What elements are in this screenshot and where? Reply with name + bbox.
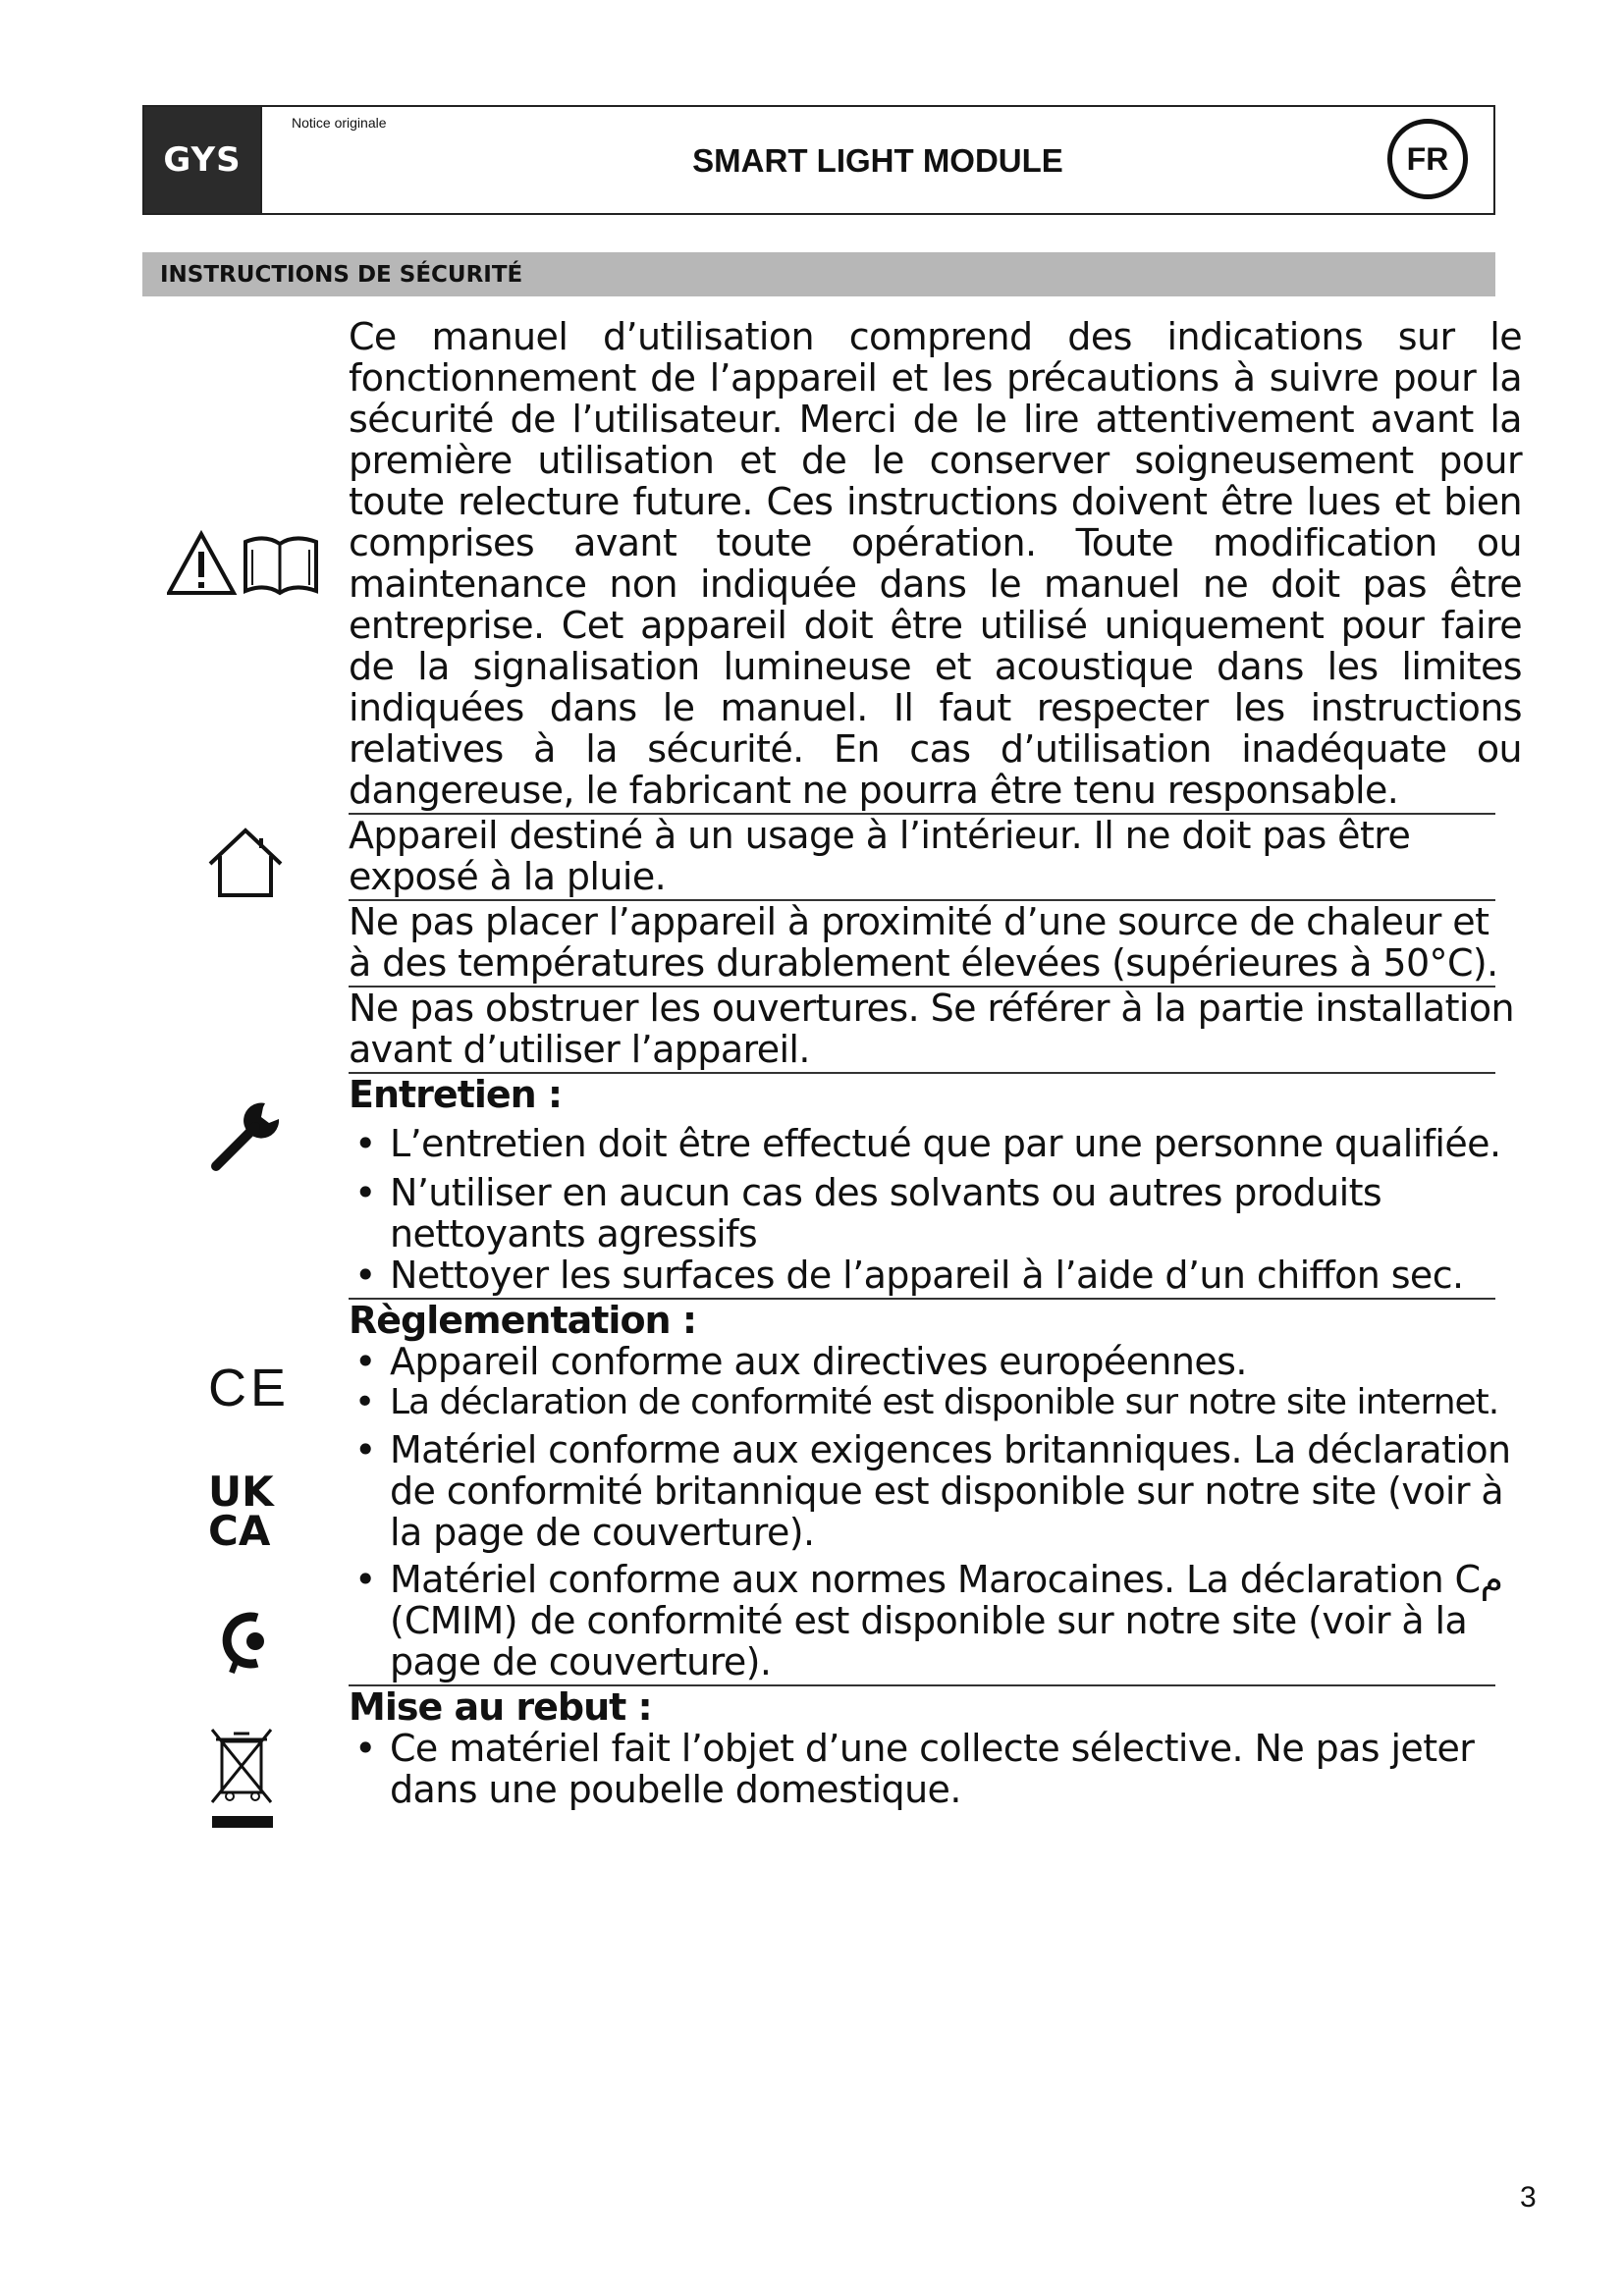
safety-content	[349, 316, 1522, 1810]
header-main	[262, 107, 1493, 213]
logo-text: GYS	[163, 140, 242, 180]
intro-paragraph: Ce manuel d’utilisation comprend des indications sur le fonctionnement de l’appareil et les précautions à suivre pour la sécurité de l’utilisateur. Merci de le lire attentivement avant la première utilisation et de le conserver soigneusement pour toute relecture future. Ces instructions doivent être lues et bien comprises avant toute opération. Toute modification ou maintenance non indiquée dans le manuel ne doit pas être entreprise. Cet appareil doit être utilisé uniquement pour faire de la signalisation lumineuse et acoustique dans les limites indiquées dans le manuel. Il faut respecter les instructions relatives à la sécurité. En cas d’utilisation inadéquate ou dangereuse, le fabricant ne pourra être tenu responsable.	[349, 315, 1522, 812]
regulation-heading: Règlementation :	[349, 1299, 697, 1342]
maintenance-item: • Nettoyer les surfaces de l’appareil à l’aide d’un chiffon sec.	[349, 1255, 1522, 1296]
section-title: INSTRUCTIONS DE SÉCURITÉ	[142, 252, 1495, 296]
heat-paragraph: Ne pas placer l’appareil à proximité d’une source de chaleur et à des températures durablement élevées (supérieures à 50°C).	[349, 900, 1498, 985]
crossed-bin-icon	[208, 1726, 277, 1834]
ukca-top: UK	[208, 1468, 274, 1516]
regulation-item: • La déclaration de conformité est disponible sur notre site internet.	[349, 1382, 1522, 1423]
maintenance-item: • N’utiliser en aucun cas des solvants ou autres produits nettoyants agressifs	[349, 1172, 1522, 1255]
ukca-bottom: CA	[208, 1507, 271, 1555]
cmim-mark-icon	[218, 1608, 277, 1677]
disposal-heading: Mise au rebut :	[349, 1685, 652, 1729]
ce-mark-icon: CE	[208, 1359, 291, 1417]
page-number: 3	[1520, 2181, 1537, 2214]
regulation-item: • Matériel conforme aux exigences britanniques. La déclaration de conformité britannique est disponible sur notre site (voir à la page de couverture).	[349, 1429, 1522, 1553]
maintenance-item: • L’entretien doit être effectué que par une personne qualifiée.	[349, 1123, 1522, 1164]
warning-manual-icon	[167, 530, 324, 599]
indoor-use-paragraph: Appareil destiné à un usage à l’intérieur. Il ne doit pas être exposé à la pluie.	[349, 814, 1411, 898]
disposal-item: • Ce matériel fait l’objet d’une collecte sélective. Ne pas jeter dans une poubelle domestique.	[349, 1728, 1522, 1810]
regulation-item: • Appareil conforme aux directives européennes.	[349, 1341, 1522, 1382]
ukca-mark-icon	[208, 1468, 274, 1555]
language-badge: FR	[1387, 119, 1468, 199]
gys-logo	[144, 107, 262, 213]
product-title: SMART LIGHT MODULE	[692, 142, 1063, 179]
regulation-item: • Matériel conforme aux normes Marocaines. La déclaration Cم (CMIM) de conformité est disponible sur notre site (voir à la page de couverture).	[349, 1559, 1522, 1682]
house-indoor-icon	[206, 827, 285, 900]
openings-paragraph: Ne pas obstruer les ouvertures. Se référer à la partie installation avant d’utiliser l’appareil.	[349, 987, 1514, 1071]
notice-label: Notice originale	[292, 115, 387, 131]
wrench-icon	[206, 1097, 285, 1176]
document-header	[142, 105, 1495, 215]
maintenance-heading: Entretien :	[349, 1073, 563, 1116]
